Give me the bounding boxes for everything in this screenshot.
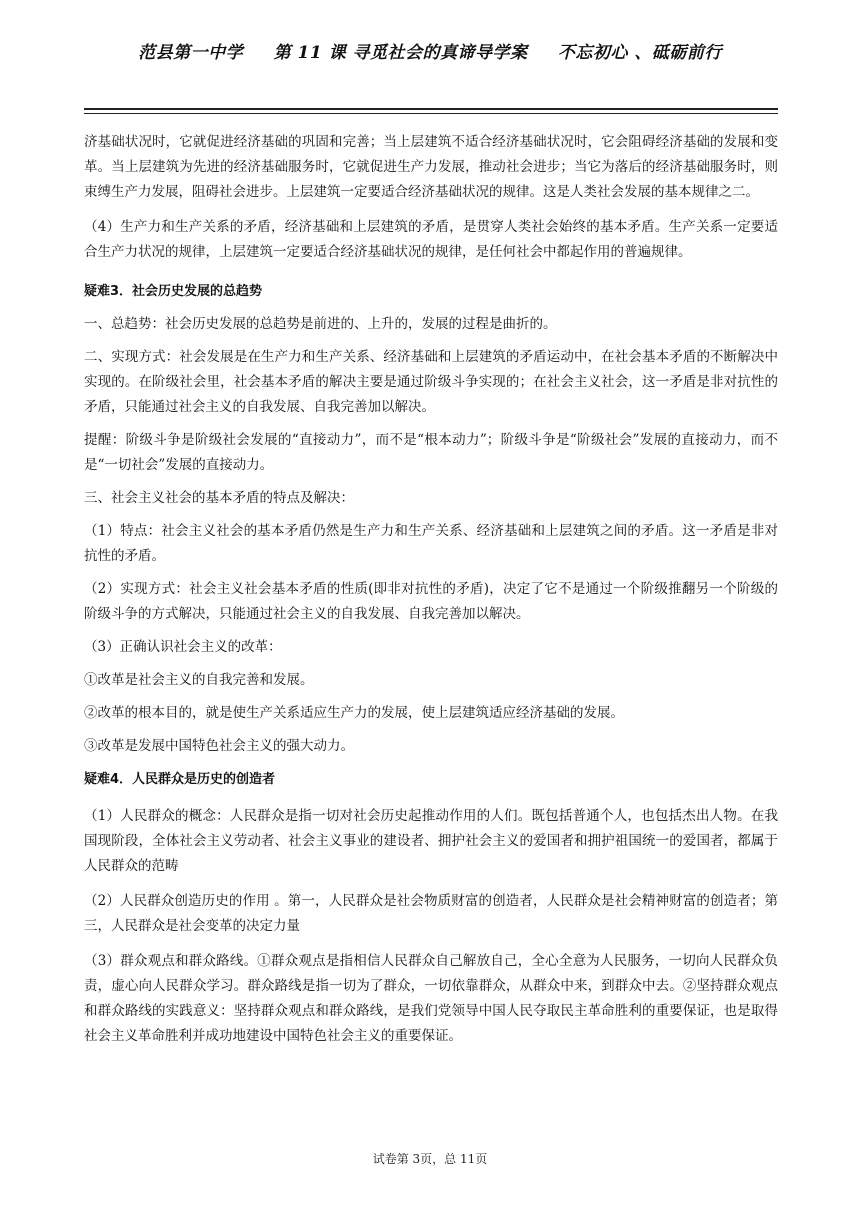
paragraph: （3）群众观点和群众路线。①群众观点是指相信人民群众自己解放自己，全心全意为人民服务，一切向人民群众负责，虚心向人民群众学习。群众路线是指一切为了群众，一切依靠群众，从群众中来，到群众中去。②坚持群众观点和群众路线的实践意义：坚持群众观点和群众路线，是我们党领导中国人民夺取民主革命胜利的重要保证，也是取得社会主义革命胜利并成功地建设中国特色社会主义的重要保证。: [84, 953, 778, 1044]
reminder-paragraph: 提醒：阶级斗争是阶级社会发展的“直接动力”，而不是“根本动力”；阶级斗争是“阶级社会”发展的直接动力，而不是“一切社会”发展的直接动力。: [84, 432, 778, 473]
page-footer: 试卷第 3页，总 11页: [372, 1152, 488, 1166]
paragraph: （2）人民群众创造历史的作用 。第一，人民群众是社会物质财富的创造者，人民群众是社会精神财富的创造者；第三，人民群众是社会变革的决定力量: [84, 893, 778, 934]
list-item: ①改革是社会主义的自我完善和发展。: [84, 672, 314, 688]
paragraph: 济基础状况时，它就促进经济基础的巩固和完善；当上层建筑不适合经济基础状况时，它会阻碍经济基础的发展和变革。当上层建筑为先进的经济基础服务时，它就促进生产力发展，推动社会进步；当它为落后的经济基础服务时，则束缚生产力发展，阻碍社会进步。上层建筑一定要适合经济基础状况的规律。这是人类社会发展的基本规律之二。: [84, 134, 778, 200]
section-heading-3: 疑难3．社会历史发展的总趋势: [84, 284, 263, 299]
header-rule-thin: [84, 113, 778, 114]
paragraph: （3）正确认识社会主义的改革：: [84, 639, 282, 655]
paragraph: （2）实现方式：社会主义社会基本矛盾的性质(即非对抗性的矛盾)，决定了它不是通过一个阶级推翻另一个阶级的阶级斗争的方式解决，只能通过社会主义的自我发展、自我完善加以解决。: [84, 581, 778, 622]
section-heading-4: 疑难4．人民群众是历史的创造者: [84, 772, 276, 787]
list-item: ②改革的根本目的，就是使生产关系适应生产力的发展，使上层建筑适应经济基础的发展。: [84, 705, 624, 721]
header-school: 范县第一中学: [138, 43, 244, 63]
paragraph: （1）人民群众的概念：人民群众是指一切对社会历史起推动作用的人们。既包括普通个人，也包括杰出人物。在我国现阶段，全体社会主义劳动者、社会主义事业的建设者、拥护社会主义的爱国者和拥护祖国统一的爱国者，都属于人民群众的范畴: [84, 808, 778, 874]
header-lesson: 第 11 课 寻觅社会的真谛导学案: [273, 43, 528, 63]
paragraph: 三、社会主义社会的基本矛盾的特点及解决：: [84, 490, 354, 506]
paragraph: （1）特点：社会主义社会的基本矛盾仍然是生产力和生产关系、经济基础和上层建筑之间的矛盾。这一矛盾是非对抗性的矛盾。: [84, 523, 778, 564]
paragraph: 二、实现方式：社会发展是在生产力和生产关系、经济基础和上层建筑的矛盾运动中，在社会基本矛盾的不断解决中实现的。在阶级社会里，社会基本矛盾的解决主要是通过阶级斗争实现的；在社会主义社会，这一矛盾是非对抗性的矛盾，只能通过社会主义的自我发展、自我完善加以解决。: [84, 349, 778, 415]
paragraph: （4）生产力和生产关系的矛盾，经济基础和上层建筑的矛盾，是贯穿人类社会始终的基本矛盾。生产关系一定要适合生产力状况的规律，上层建筑一定要适合经济基础状况的规律，是任何社会中都起作用的普遍规律。: [84, 219, 778, 260]
paragraph: 一、总趋势：社会历史发展的总趋势是前进的、上升的，发展的过程是曲折的。: [84, 316, 557, 332]
list-item: ③改革是发展中国特色社会主义的强大动力。: [84, 738, 354, 754]
document-body: [84, 130, 778, 1049]
header-motto: 不忘初心 、砥砺前行: [557, 43, 722, 63]
page-header: [80, 38, 780, 63]
header-rule-thick: [84, 108, 778, 110]
